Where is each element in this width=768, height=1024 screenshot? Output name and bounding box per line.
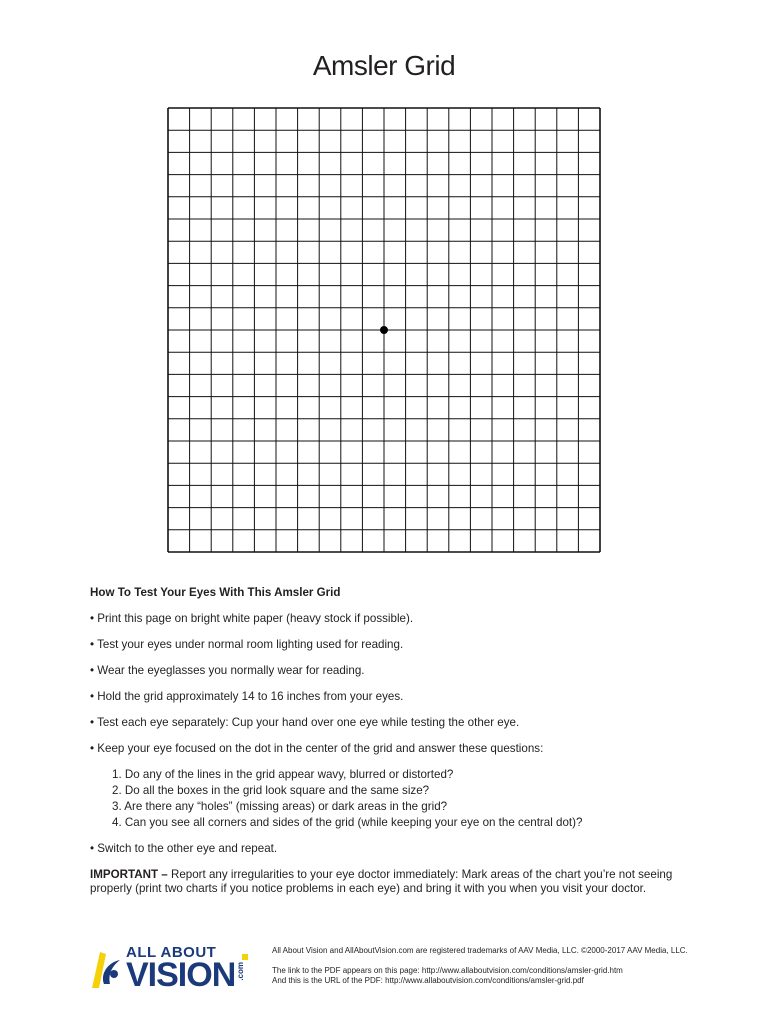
instruction-bullet: • Print this page on bright white paper (heavy stock if possible). xyxy=(90,612,414,625)
important-label: IMPORTANT – xyxy=(90,868,168,881)
amsler-grid xyxy=(166,106,602,554)
logo-yellow-square xyxy=(242,954,248,960)
pdf-url-line: And this is the URL of the PDF: http://www.allaboutvision.com/conditions/amsler-grid.pdf xyxy=(272,976,584,985)
question-item: 2. Do all the boxes in the grid look square and the same size? xyxy=(112,784,430,797)
question-item: 1. Do any of the lines in the grid appear wavy, blurred or distorted? xyxy=(112,768,454,781)
footer xyxy=(90,940,720,1000)
eye-swoosh-icon xyxy=(90,944,126,992)
logo-suffix: .com xyxy=(236,962,245,981)
instruction-bullet: • Test your eyes under normal room lighting used for reading. xyxy=(90,638,404,651)
logo-top-text: ALL ABOUT xyxy=(126,944,217,961)
question-item: 4. Can you see all corners and sides of the grid (while keeping your eye on the central dot)? xyxy=(112,816,583,829)
important-text: Report any irregularities to your eye doctor immediately: Mark areas of the chart you’re not seeing properly (print two charts if you notice problems in each eye) and bring it with you when you visit your doctor. xyxy=(90,868,673,895)
important-note xyxy=(90,868,710,896)
instructions-heading: How To Test Your Eyes With This Amsler Grid xyxy=(90,586,341,599)
pdf-link-line: The link to the PDF appears on this page: http://www.allaboutvision.com/conditions/amsler-grid.htm xyxy=(272,966,623,975)
instruction-bullet: • Keep your eye focused on the dot in the center of the grid and answer these questions: xyxy=(90,742,544,755)
trademark-line: All About Vision and AllAboutVision.com are registered trademarks of AAV Media, LLC. ©2000-2017 AAV Media, LLC. xyxy=(272,946,688,955)
logo-main-text: VISION xyxy=(126,956,236,994)
question-list xyxy=(90,768,710,830)
instruction-bullet: • Test each eye separately: Cup your hand over one eye while testing the other eye. xyxy=(90,716,520,729)
legal-text xyxy=(272,946,722,986)
all-about-vision-logo xyxy=(90,944,250,994)
page-title: Amsler Grid xyxy=(312,50,456,81)
instruction-bullet: • Switch to the other eye and repeat. xyxy=(90,842,278,855)
instruction-bullet: • Hold the grid approximately 14 to 16 inches from your eyes. xyxy=(90,690,404,703)
center-fixation-dot xyxy=(380,326,388,334)
question-item: 3. Are there any “holes” (missing areas) or dark areas in the grid? xyxy=(112,800,448,813)
instructions-section xyxy=(90,586,710,896)
instruction-bullet: • Wear the eyeglasses you normally wear for reading. xyxy=(90,664,365,677)
